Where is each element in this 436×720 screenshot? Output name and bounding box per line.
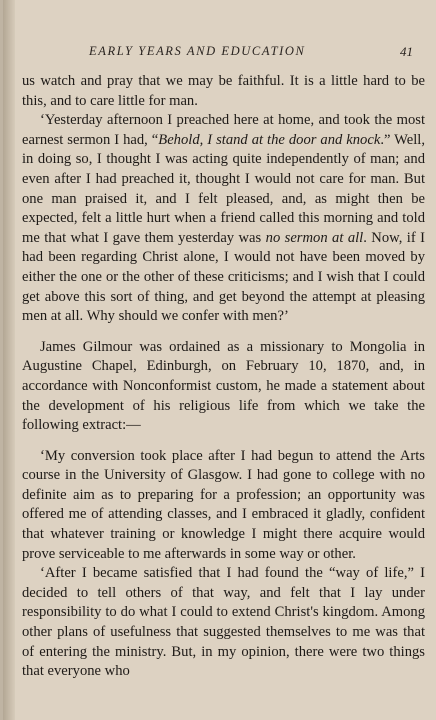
page-number: 41 xyxy=(400,44,413,59)
page-header xyxy=(23,44,423,64)
paragraph-5: ‘After I became satisfied that I had found the “way of life,” I decided to tell others of that way, and felt that I lay under responsibility to do what I could to extend Christ's kingdom. Among other plans of usefulness that suggested themselves to me was that of entering the ministry. But, in my opinion, there were two things that everyone who xyxy=(22,565,425,680)
paragraph-3 xyxy=(22,338,425,436)
running-head: EARLY YEARS AND EDUCATION xyxy=(89,44,306,58)
book-page xyxy=(3,0,436,720)
paragraph-1: us watch and pray that we may be faithful. It is a little hard to be this, and to care little for man. xyxy=(22,73,425,109)
paragraph-2 xyxy=(22,111,425,327)
paragraph-2-part-c: .” Well, in doing so, I thought I was acting quite independently of man; and even after I had preached it, thought I would not care for man. But one man praised it, and I felt pleased, and, as might then be expected, felt a little hurt when a friend called this morning and told me that what I gave them yesterday was xyxy=(22,131,425,246)
scripture-quote: Behold, I stand at the door and knock xyxy=(158,131,381,148)
body-text xyxy=(22,72,425,682)
paragraph-4: ‘My conversion took place after I had begun to attend the Arts course in the University of Glasgow. I had gone to college with no definite aim as to preparing for a profession; an opportunity was offered me of attending classes, and I embraced it gladly, confident that whatever training or knowledge I might there acquire would prove serviceable to me afterwards in some way or other. xyxy=(22,447,425,562)
emphasis-no-sermon: no sermon at all xyxy=(265,229,364,246)
paragraph-2-part-a: ‘Yesterday afternoon I preached here at home, and took the most earnest sermon I had, “ xyxy=(22,112,425,148)
paragraph-2-part-e: . Now, if I had been regarding Christ alone, I would not have been moved by either the one or the other of these criticisms; and I wish that I could get above this sort of thing, and get beyond the attempt at pleasing men at all. Why should we confer with men?’ xyxy=(22,229,425,325)
paragraph-3-text: James Gilmour was ordained as a missionary to Mongolia in Augustine Chapel, Edinburgh, on February 10, 1870, and, in accordance with Nonconformist custom, he made a statement about the development of his religious life from which we take the following extract:— xyxy=(22,338,425,434)
page-gutter xyxy=(3,0,15,720)
